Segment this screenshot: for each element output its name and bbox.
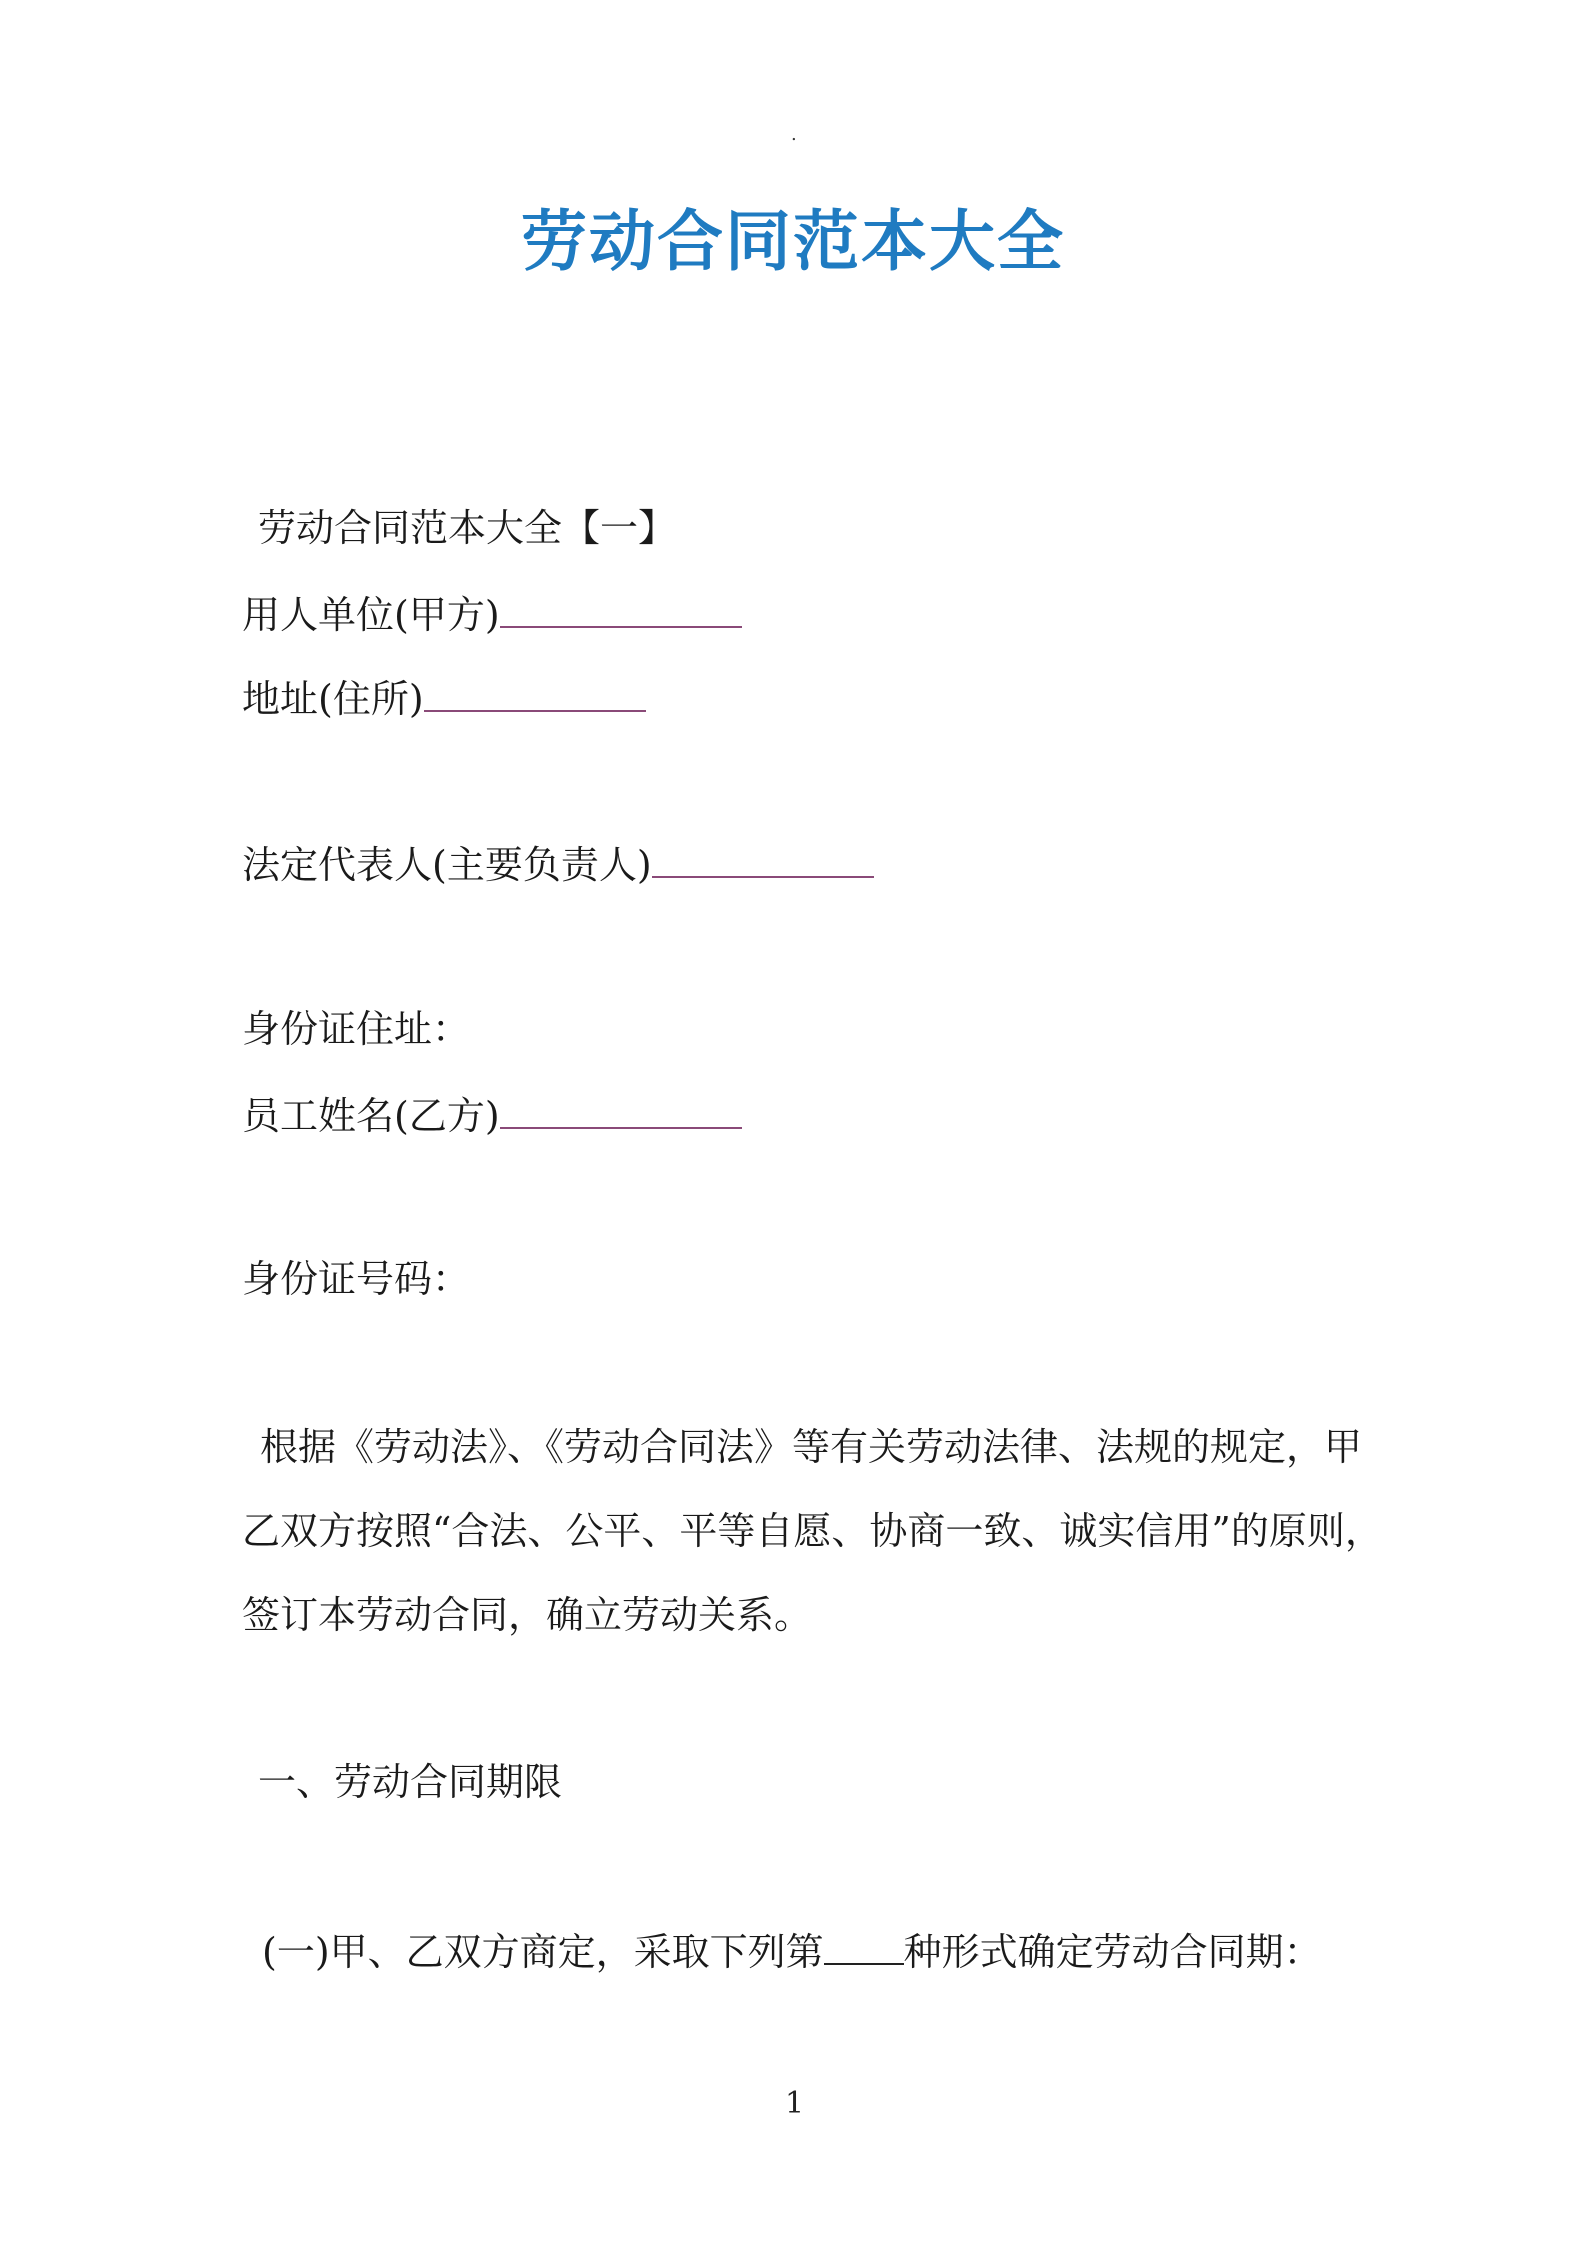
legal-rep-blank[interactable]: [652, 838, 874, 878]
page-number: 1: [785, 2086, 805, 2121]
clause-1-item-1-blank[interactable]: [824, 1925, 904, 1965]
id-number-label: 身份证号码：: [242, 1257, 471, 1301]
legal-rep-field: [242, 838, 874, 889]
clause-1-item-1-after: 种形式确定劳动合同期：: [903, 1930, 1322, 1974]
address-label: 地址(住所): [242, 677, 424, 721]
id-number-field: [242, 1255, 470, 1303]
id-address-field: [242, 1005, 470, 1053]
employee-name-blank[interactable]: [500, 1089, 742, 1129]
clause-1-item-1-before: (一)甲、乙双方商定，采取下列第: [262, 1930, 824, 1974]
employer-blank[interactable]: [500, 588, 742, 628]
header-dot: .: [791, 124, 797, 145]
employer-label: 用人单位(甲方): [242, 593, 500, 637]
section-heading: 劳动合同范本大全【一】: [258, 506, 677, 550]
document-title: 劳动合同范本大全: [521, 202, 1065, 280]
address-blank[interactable]: [424, 672, 646, 712]
employer-field: [242, 588, 742, 639]
clause-1-item-1: [262, 1925, 1322, 1976]
paragraph-line-1: 根据《劳动法》、《劳动合同法》等有关劳动法律、法规的规定，甲: [260, 1425, 1363, 1469]
legal-rep-label: 法定代表人(主要负责人): [242, 843, 652, 887]
address-field: [242, 672, 646, 723]
employee-name-label: 员工姓名(乙方): [242, 1094, 500, 1138]
clause-1-heading: 一、劳动合同期限: [258, 1760, 563, 1804]
paragraph-line-3: 签订本劳动合同，确立劳动关系。: [242, 1593, 813, 1637]
id-address-label: 身份证住址：: [242, 1007, 471, 1051]
paragraph-line-2: 乙双方按照“合法、公平、平等自愿、协商一致、诚实信用”的原则，: [242, 1509, 1383, 1553]
employee-name-field: [242, 1089, 742, 1140]
